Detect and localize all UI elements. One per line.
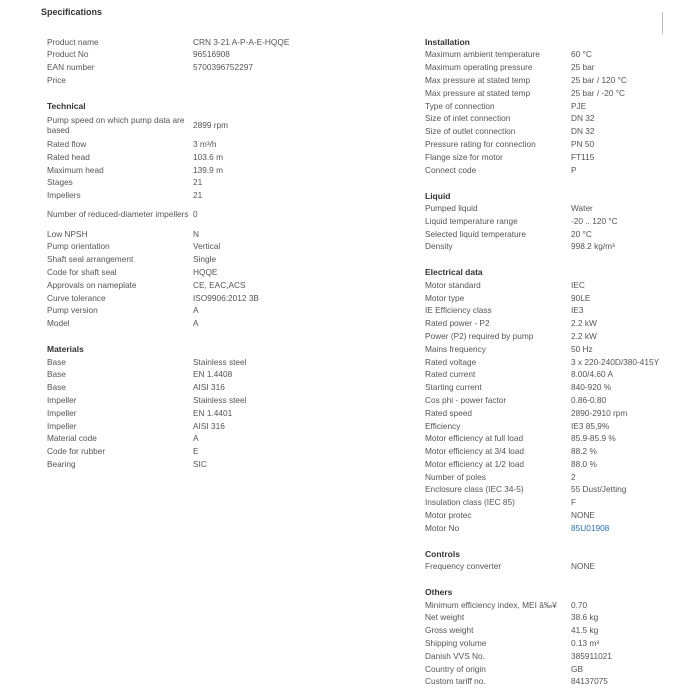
spec-value: 41.5 kg xyxy=(571,625,599,636)
spec-row xyxy=(425,522,695,535)
spec-value: 0.13 m³ xyxy=(571,638,600,649)
spec-label: Danish VVS No. xyxy=(425,650,485,661)
spec-value: 2.2 kW xyxy=(571,330,597,341)
spec-value: 103.6 m xyxy=(193,151,223,162)
spec-value: 50 Hz xyxy=(571,343,593,354)
spec-label: Shipping volume xyxy=(425,638,487,649)
spec-label: Rated speed xyxy=(425,407,473,418)
spec-label: Stages xyxy=(47,177,73,188)
spec-row xyxy=(425,369,695,382)
spec-row xyxy=(425,343,695,356)
spec-label: Country of origin xyxy=(425,663,486,674)
spec-label: Size of inlet connection xyxy=(425,113,511,124)
spec-row xyxy=(47,62,377,75)
spec-row xyxy=(425,305,695,318)
spec-value: IE3 85,9% xyxy=(571,420,610,431)
spec-row xyxy=(425,151,695,164)
spec-label: Minimum efficiency index, MEI â‰¥ xyxy=(425,599,557,610)
controls-section xyxy=(425,548,695,574)
spec-value: 90LE xyxy=(571,292,591,303)
spec-value: 3 m³/h xyxy=(193,138,217,149)
spec-row xyxy=(425,625,695,638)
spec-label: Impeller xyxy=(47,407,77,418)
spec-value: CRN 3-21 A-P-A-E-HQQE xyxy=(193,36,290,47)
spec-label: Starting current xyxy=(425,382,482,393)
spec-value: IEC xyxy=(571,279,585,290)
spec-row xyxy=(47,177,377,190)
spec-row xyxy=(47,305,377,318)
spec-label: Cos phi - power factor xyxy=(425,394,507,405)
spec-row xyxy=(425,599,695,612)
spec-row xyxy=(47,113,377,139)
spec-value: IE3 xyxy=(571,305,584,316)
spec-value: 96516908 xyxy=(193,49,230,60)
spec-value: F xyxy=(571,497,577,508)
spec-value: 85.9-85.9 % xyxy=(571,433,616,444)
spec-value: AISI 316 xyxy=(193,382,225,393)
spec-label: Number of reduced-diameter impellers xyxy=(47,209,189,220)
spec-label: Size of outlet connection xyxy=(425,126,516,137)
spec-value: 8.00/4.60 A xyxy=(571,369,613,380)
spec-row xyxy=(425,228,695,241)
spec-label: Maximum head xyxy=(47,164,104,175)
spec-value: A xyxy=(193,433,199,444)
spec-value: DN 32 xyxy=(571,126,595,137)
spec-row xyxy=(47,254,377,267)
spec-row xyxy=(425,407,695,420)
spec-row xyxy=(47,318,377,331)
spec-value: N xyxy=(193,228,199,239)
spec-row xyxy=(425,49,695,62)
spec-value: 21 xyxy=(193,177,203,188)
section-title: Installation xyxy=(425,37,470,47)
spec-value: DN 32 xyxy=(571,113,595,124)
spec-value: 3 x 220-240D/380-415Y xyxy=(571,356,660,367)
spec-label: Number of poles xyxy=(425,471,486,482)
spec-label: Rated power - P2 xyxy=(425,318,490,329)
spec-row xyxy=(47,279,377,292)
spec-label: Density xyxy=(425,241,453,252)
spec-value: NONE xyxy=(571,510,595,521)
spec-row xyxy=(425,650,695,663)
spec-value: 0.86-0.80 xyxy=(571,394,607,405)
spec-label: Enclosure class (IEC 34-5) xyxy=(425,484,524,495)
spec-value: 385911021 xyxy=(571,650,612,661)
spec-value: PJE xyxy=(571,100,587,111)
spec-value: PN 50 xyxy=(571,138,595,149)
spec-row xyxy=(425,74,695,87)
spec-row xyxy=(425,318,695,331)
spec-row xyxy=(47,151,377,164)
spec-value: 25 bar / -20 °C xyxy=(571,87,626,98)
page-title: Specifications xyxy=(41,7,103,17)
spec-row xyxy=(425,509,695,522)
spec-label: Motor efficiency at 3/4 load xyxy=(425,446,525,457)
spec-row xyxy=(425,484,695,497)
spec-value: 0.70 xyxy=(571,599,588,610)
spec-value: 84137075 xyxy=(571,676,608,687)
spec-row xyxy=(47,241,377,254)
section-title: Controls xyxy=(425,548,460,559)
spec-row xyxy=(425,433,695,446)
spec-value-link[interactable]: 85U01908 xyxy=(571,522,610,533)
spec-value: Stainless steel xyxy=(193,356,247,367)
spec-row xyxy=(47,202,377,228)
spec-label: Gross weight xyxy=(425,625,474,636)
spec-label: Product name xyxy=(47,36,99,47)
spec-row xyxy=(425,279,695,292)
spec-row xyxy=(47,433,377,446)
spec-label: Impeller xyxy=(47,420,77,431)
spec-value: 0 xyxy=(193,209,198,220)
spec-row xyxy=(47,266,377,279)
spec-row xyxy=(47,458,377,471)
spec-label: EAN number xyxy=(47,62,95,73)
spec-label: IE Efficiency class xyxy=(425,305,492,316)
spec-label: Rated voltage xyxy=(425,356,477,367)
spec-value: E xyxy=(193,446,199,457)
spec-row xyxy=(425,458,695,471)
spec-label: Base xyxy=(47,356,66,367)
scrollbar[interactable] xyxy=(662,12,663,34)
spec-value: 25 bar / 120 °C xyxy=(571,74,627,85)
spec-label: Net weight xyxy=(425,612,465,623)
spec-row xyxy=(425,87,695,100)
spec-value: 60 °C xyxy=(571,49,592,60)
spec-label: Rated current xyxy=(425,369,476,380)
spec-value: EN 1.4401 xyxy=(193,407,233,418)
spec-row xyxy=(425,637,695,650)
spec-row xyxy=(47,49,377,62)
spec-row xyxy=(425,241,695,254)
spec-value: A xyxy=(193,305,199,316)
spec-value: 55 Dust/Jetting xyxy=(571,484,627,495)
spec-row xyxy=(47,356,377,369)
spec-label: Motor type xyxy=(425,292,465,303)
section-title: Electrical data xyxy=(425,267,483,278)
spec-row xyxy=(425,497,695,510)
left-column xyxy=(47,36,377,471)
spec-value: Vertical xyxy=(193,241,221,252)
spec-value: EN 1.4408 xyxy=(193,369,233,380)
spec-label: Max pressure at stated temp xyxy=(425,87,531,98)
liquid-section xyxy=(425,190,695,254)
spec-row xyxy=(425,420,695,433)
section-title: Materials xyxy=(47,344,84,355)
spec-row xyxy=(425,561,695,574)
materials-section xyxy=(47,343,377,471)
spec-value: 139.9 m xyxy=(193,164,223,175)
spec-row xyxy=(47,446,377,459)
spec-row xyxy=(425,62,695,75)
spec-label: Max pressure at stated temp xyxy=(425,74,531,85)
right-column xyxy=(425,36,695,689)
spec-value: 840-920 % xyxy=(571,382,612,393)
section-title: Technical xyxy=(47,100,86,111)
spec-row xyxy=(47,420,377,433)
spec-row xyxy=(425,394,695,407)
spec-label: Mains frequency xyxy=(425,343,486,354)
spec-label: Selected liquid temperature xyxy=(425,228,527,239)
spec-value: HQQE xyxy=(193,266,218,277)
spec-value: GB xyxy=(571,663,583,674)
spec-row xyxy=(425,330,695,343)
spec-value: NONE xyxy=(571,561,595,572)
spec-label: Power (P2) required by pump xyxy=(425,330,534,341)
spec-label: Approvals on nameplate xyxy=(47,279,137,290)
spec-value: 20 °C xyxy=(571,228,592,239)
spec-row xyxy=(425,676,695,689)
spec-label: Rated head xyxy=(47,151,90,162)
spec-row xyxy=(425,446,695,459)
spec-label: Liquid temperature range xyxy=(425,215,518,226)
spec-value: 5700396752297 xyxy=(193,62,253,73)
spec-value: 2.2 kW xyxy=(571,318,597,329)
spec-label: Code for shaft seal xyxy=(47,266,117,277)
spec-label: Code for rubber xyxy=(47,446,106,457)
spec-label: Rated flow xyxy=(47,138,87,149)
spec-row xyxy=(47,138,377,151)
spec-value: P xyxy=(571,164,577,175)
spec-label: Pump orientation xyxy=(47,241,110,252)
spec-row xyxy=(425,612,695,625)
spec-label: Efficiency xyxy=(425,420,461,431)
spec-label: Model xyxy=(47,318,70,329)
spec-label: Motor No xyxy=(425,522,460,533)
spec-label: Pump speed on which pump data are based xyxy=(47,114,185,135)
spec-row xyxy=(425,356,695,369)
spec-value: 2 xyxy=(571,471,576,482)
spec-label: Product No xyxy=(47,49,89,60)
spec-value: -20 .. 120 °C xyxy=(571,215,618,226)
technical-section xyxy=(47,100,377,330)
spec-row xyxy=(425,471,695,484)
spec-label: Motor standard xyxy=(425,279,481,290)
spec-row xyxy=(425,382,695,395)
spec-value: CE, EAC,ACS xyxy=(193,279,246,290)
spec-value: SIC xyxy=(193,458,207,469)
spec-row xyxy=(47,292,377,305)
spec-value: 38.6 kg xyxy=(571,612,599,623)
spec-value: 2899 rpm xyxy=(193,119,229,130)
spec-value: A xyxy=(193,318,199,329)
spec-row xyxy=(47,74,377,87)
spec-label: Motor efficiency at full load xyxy=(425,433,524,444)
spec-row xyxy=(47,190,377,203)
spec-row xyxy=(425,138,695,151)
spec-label: Low NPSH xyxy=(47,228,88,239)
spec-value: 998.2 kg/m³ xyxy=(571,241,615,252)
spec-label: Impeller xyxy=(47,394,77,405)
spec-row xyxy=(425,663,695,676)
spec-label: Motor protec xyxy=(425,510,472,521)
spec-row xyxy=(425,292,695,305)
spec-label: Impellers xyxy=(47,190,81,201)
spec-label: Custom tariff no. xyxy=(425,676,486,687)
spec-label: Base xyxy=(47,382,66,393)
spec-label: Price xyxy=(47,74,66,85)
spec-value: 25 bar xyxy=(571,62,595,73)
spec-row xyxy=(425,215,695,228)
spec-value: 21 xyxy=(193,190,203,201)
spec-value: FT115 xyxy=(571,151,595,162)
spec-value: Water xyxy=(571,202,593,213)
spec-label: Shaft seal arrangement xyxy=(47,254,134,265)
section-title: Others xyxy=(425,587,453,598)
spec-value: AISI 316 xyxy=(193,420,225,431)
section-title: Liquid xyxy=(425,190,451,201)
spec-row xyxy=(47,369,377,382)
spec-value: Stainless steel xyxy=(193,394,247,405)
spec-label: Pump version xyxy=(47,305,98,316)
spec-row xyxy=(425,126,695,139)
spec-row xyxy=(425,100,695,113)
spec-label: Type of connection xyxy=(425,100,495,111)
spec-row xyxy=(47,228,377,241)
others-section xyxy=(425,586,695,688)
spec-row xyxy=(47,36,377,49)
spec-row xyxy=(425,202,695,215)
spec-value: 88.0 % xyxy=(571,458,597,469)
spec-value: 88.2 % xyxy=(571,446,597,457)
spec-row xyxy=(47,407,377,420)
spec-value: ISO9906:2012 3B xyxy=(193,292,259,303)
spec-value: 2890-2910 rpm xyxy=(571,407,628,418)
spec-label: Pressure rating for connection xyxy=(425,138,536,149)
spec-label: Motor efficiency at 1/2 load xyxy=(425,458,525,469)
spec-row xyxy=(47,394,377,407)
spec-row xyxy=(425,113,695,126)
spec-label: Bearing xyxy=(47,458,76,469)
spec-label: Insulation class (IEC 85) xyxy=(425,497,515,508)
installation-section xyxy=(425,36,695,177)
spec-row xyxy=(47,164,377,177)
spec-label: Frequency converter xyxy=(425,561,502,572)
spec-label: Curve tolerance xyxy=(47,292,106,303)
spec-label: Material code xyxy=(47,433,97,444)
spec-label: Flange size for motor xyxy=(425,151,503,162)
spec-label: Connect code xyxy=(425,164,477,175)
spec-label: Maximum operating pressure xyxy=(425,62,533,73)
spec-row xyxy=(47,382,377,395)
spec-label: Maximum ambient temperature xyxy=(425,49,540,60)
spec-label: Pumped liquid xyxy=(425,202,478,213)
spec-row xyxy=(425,164,695,177)
spec-value: Single xyxy=(193,254,217,265)
spec-label: Base xyxy=(47,369,66,380)
general-section xyxy=(47,36,377,87)
electrical-section xyxy=(425,266,695,535)
